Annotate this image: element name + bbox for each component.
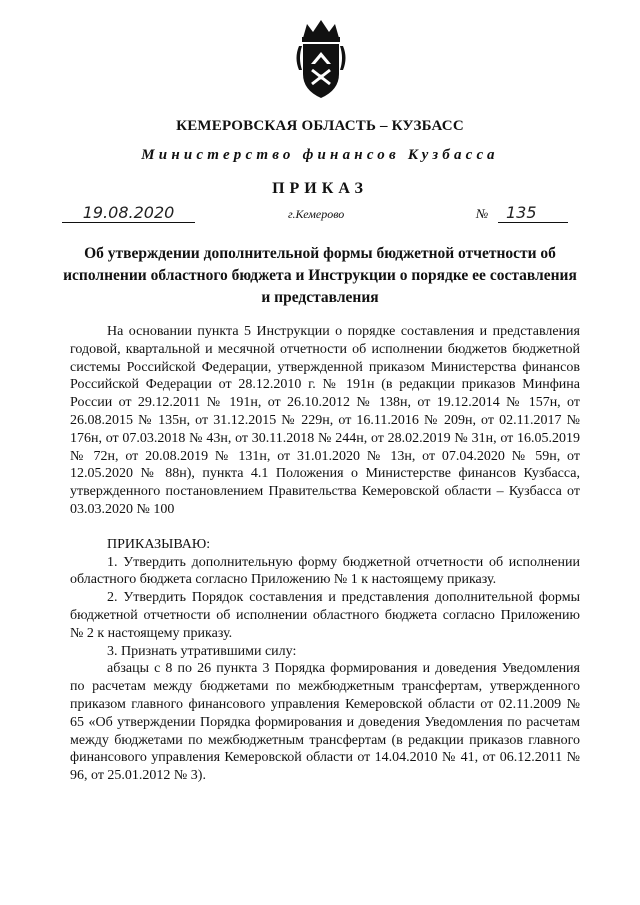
order-directive: ПРИКАЗЫВАЮ: <box>107 536 211 552</box>
order-body <box>70 323 580 785</box>
order-meta <box>62 204 582 226</box>
order-item-2: 2. Утвердить Порядок составления и представления дополнительной формы бюджетной отчетности об исполнении областного бюджета согласно Приложению № 2 к настоящему приказу. <box>70 590 580 641</box>
order-subject: Об утверждении дополнительной формы бюджетной отчетности об исполнении областного бюджета и Инструкции о порядке ее составления и представления <box>63 245 577 306</box>
order-item-1: 1. Утвердить дополнительную форму бюджетной отчетности об исполнении областного бюджета согласно Приложению № 1 к настоящему приказу. <box>70 554 580 588</box>
order-number: 135 <box>498 204 568 223</box>
document-type: ПРИКАЗ <box>272 180 368 197</box>
order-item-3-detail: абзацы с 8 по 26 пункта 3 Порядка формирования и доведения Уведомления по расчетам между бюджетами по межбюджетным трансфертам, утвержденного приказом главного финансового управления Кемеровской области от 02.11.2009 № 65 «Об утверждении Порядка формирования и доведения Уведомления по расчетам между бюджетами по межбюджетным трансфертам (в редакции приказов главного финансового управления Кемеровской области от 14.04.2010 № 41, от 06.12.2011 № 96, от 25.01.2012 № 3). <box>70 661 580 784</box>
order-city: г.Кемерово <box>288 207 345 221</box>
order-item-3: 3. Признать утратившими силу: <box>107 643 297 659</box>
preamble-paragraph: На основании пункта 5 Инструкции о порядке составления и представления годовой, квартальной и месячной отчетности об исполнении бюджетов бюджетной системы Российской Федерации, утвержденной приказом Министерства финансов Российской Федерации от 28.12.2010 г. № 191н (в редакции приказов Минфина России от 29.12.2011 № 191н, от 26.10.2012 № 138н, от 19.12.2014 № 157н, от 26.08.2015 № 135н, от 31.12.2015 № 229н, от 16.11.2016 № 209н, от 02.11.2017 № 176н, от 07.03.2018 № 43н, от 30.11.2018 № 244н, от 28.02.2019 № 31н, от 16.05.2019 № 72н, от 20.08.2019 № 131н, от 31.01.2020 № 13н, от 07.04.2020 № 59н, от 12.05.2020 № 88н), пункта 4.1 Положения о Министерстве финансов Кузбасса, утвержденного постановлением Правительства Кемеровской области – Кузбасса от 03.03.2020 № 100 <box>70 324 580 517</box>
region-title: КЕМЕРОВСКАЯ ОБЛАСТЬ – КУЗБАСС <box>176 118 464 134</box>
order-date: 19.08.2020 <box>62 204 195 223</box>
ministry-title: Министерство финансов Кузбасса <box>141 147 499 163</box>
order-number-label: № <box>476 206 489 221</box>
kuzbass-coat-of-arms-icon <box>293 18 349 102</box>
